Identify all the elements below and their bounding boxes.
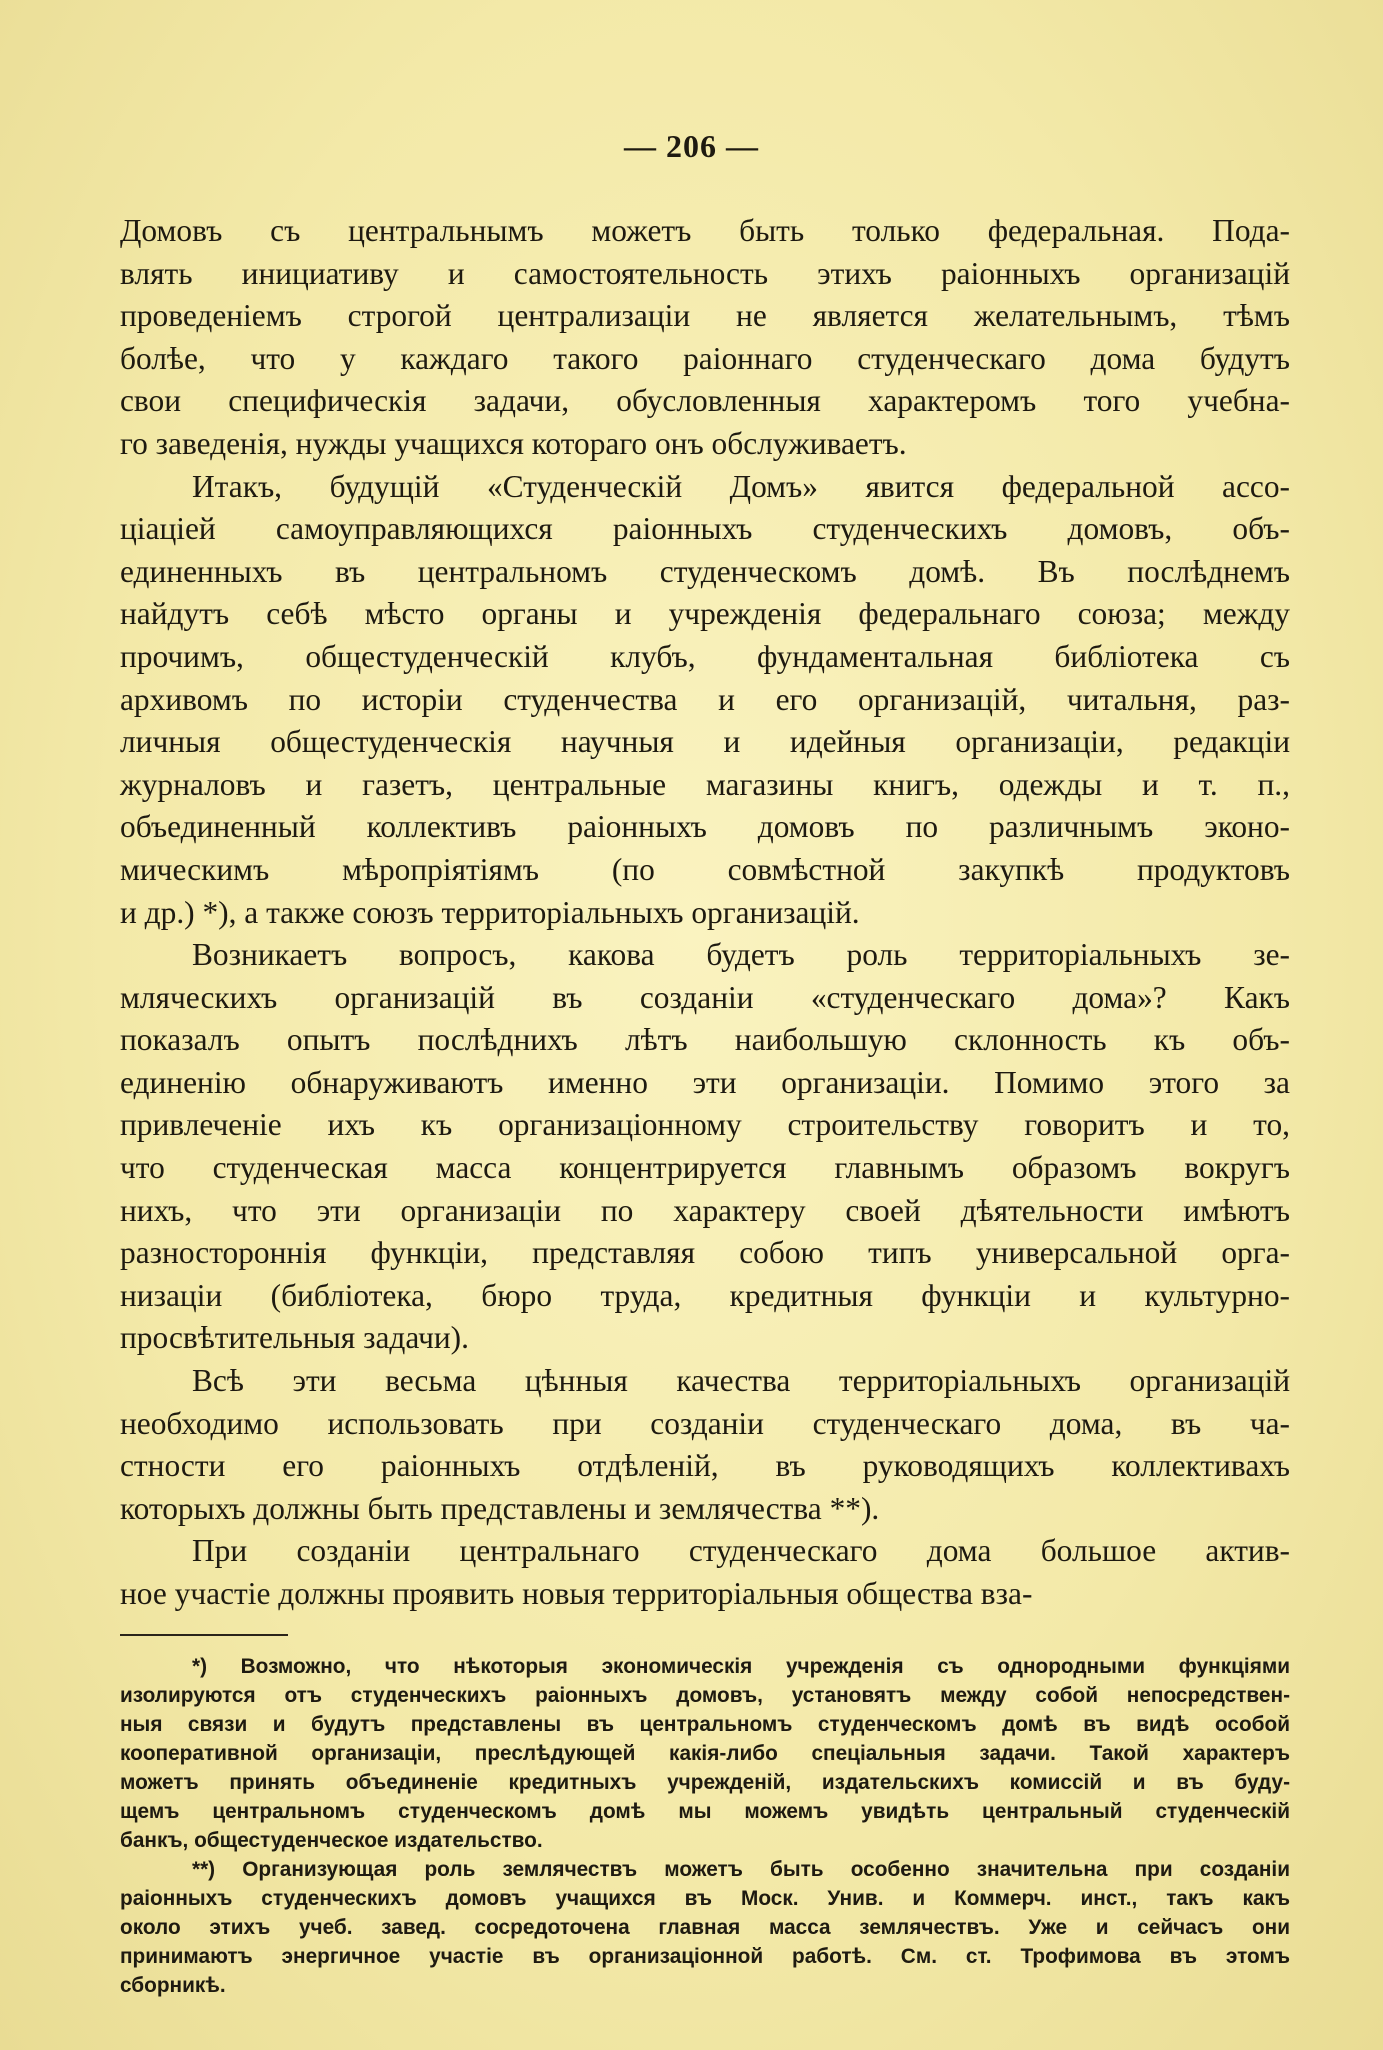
footnote-line: кооперативной организаціи, преслѣдующей какія-либо спеціальныя задачи. Такой характеръ [120,1742,1290,1765]
text-line: ное участіе должны проявить новыя территоріальныя общества вза- [120,1576,1033,1611]
body-text [120,210,1290,1616]
text-line: личныя общестуденческія научныя и идейныя организаціи, редакціи [120,724,1290,760]
paragraph [120,1360,1290,1530]
text-line: и др.) *), а также союзъ территоріальныхъ организацій. [120,894,860,930]
text-line: низаціи (библіотека, бюро труда, кредитныя функціи и культурно- [120,1277,1290,1313]
paragraph [120,934,1290,1360]
text-line: единенію обнаруживаютъ именно эти организаціи. Помимо этого за [120,1064,1290,1100]
text-line: показалъ опытъ послѣднихъ лѣтъ наибольшую склонность къ объ- [120,1022,1290,1058]
text-line: просвѣтительныя задачи). [120,1320,469,1356]
footnote-line: ныя связи и будутъ представлены въ центральномъ студенческомъ домѣ въ видѣ особой [120,1713,1290,1736]
text-line: разностороннія функціи, представляя собою типъ универсальной орга- [120,1235,1290,1271]
footnote [120,1652,1290,1855]
footnotes [120,1652,1290,2000]
footnote-line: сборникѣ. [120,1974,226,1997]
text-line: архивомъ по исторіи студенчества и его организацій, читальня, раз- [120,681,1290,717]
text-line: Возникаетъ вопросъ, какова будетъ роль территоріальныхъ зе- [192,937,1290,973]
text-line: влять инициативу и самостоятельность этихъ раіонныхъ организацій [120,255,1290,291]
text-line: нихъ, что эти организаціи по характеру своей дѣятельности имѣютъ [120,1192,1290,1228]
footnote-line: можетъ принять объединеніе кредитныхъ учрежденій, издательскихъ комиссій и въ буду- [120,1771,1290,1794]
text-line: объединенный коллективъ раіонныхъ домовъ по различнымъ эконо- [120,809,1290,845]
text-line: прочимъ, общестуденческій клубъ, фундаментальная библіотека съ [120,638,1290,674]
text-line: необходимо использовать при созданіи студенческаго дома, въ ча- [120,1405,1290,1441]
text-line: болѣе, что у каждаго такого раіоннаго студенческаго дома будутъ [120,340,1290,376]
footnote-separator [120,1634,288,1636]
page-number: — 206 — [624,128,759,164]
footnote-line: банкъ, общестуденческое издательство. [120,1829,543,1852]
footnote-line: изолируются отъ студенческихъ раіонныхъ домовъ, установятъ между собой непосредствен- [120,1684,1290,1707]
text-line: Итакъ, будущій «Студенческій Домъ» явится федеральной ассо- [192,468,1290,504]
text-line: При созданіи центральнаго студенческаго дома большое актив- [192,1533,1290,1569]
footnote-line: принимаютъ энергичное участіе въ организаціонной работѣ. См. ст. Трофимова въ этомъ [120,1945,1290,1968]
footnote-line: *) Возможно, что нѣкоторыя экономическія учрежденія съ однородными функціями [192,1655,1290,1678]
text-line: го заведенія, нужды учащихся котораго онъ обслуживаетъ. [120,425,907,461]
footnote-line: около этихъ учеб. завед. сосредоточена главная масса землячествъ. Уже и сейчасъ они [120,1916,1290,1939]
text-line: ціаціей самоуправляющихся раіонныхъ студенческихъ домовъ, объ- [120,511,1290,547]
text-line: единенныхъ въ центральномъ студенческомъ домѣ. Въ послѣднемъ [120,553,1290,589]
text-line: которыхъ должны быть представлены и землячества **). [120,1490,880,1526]
text-line: мическимъ мѣропріятіямъ (по совмѣстной закупкѣ продуктовъ [120,851,1290,887]
paragraph [120,210,1290,466]
paragraph [120,466,1290,935]
text-line: Домовъ съ центральнымъ можетъ быть только федеральная. Пода- [120,213,1290,248]
text-line: проведеніемъ строгой централизаціи не является желательнымъ, тѣмъ [120,298,1290,334]
text-line: привлеченіе ихъ къ организаціонному строительству говоритъ и то, [120,1107,1290,1143]
text-line: найдутъ себѣ мѣсто органы и учрежденія федеральнаго союза; между [120,596,1290,632]
footnote-line: щемъ центральномъ студенческомъ домѣ мы можемъ увидѣть центральный студенческій [120,1800,1290,1823]
paragraph [120,1530,1290,1615]
footnote [120,1855,1290,2000]
text-line: Всѣ эти весьма цѣнныя качества территоріальныхъ организацій [192,1363,1290,1399]
text-line: что студенческая масса концентрируется главнымъ образомъ вокругъ [120,1150,1290,1186]
text-line: стности его раіонныхъ отдѣленій, въ руководящихъ коллективахъ [120,1448,1290,1484]
text-line: свои специфическія задачи, обусловленныя характеромъ того учебна- [120,383,1290,419]
text-line: мляческихъ организацій въ созданіи «студенческаго дома»? Какъ [120,979,1290,1015]
footnote-line: **) Организующая роль землячествъ можетъ быть особенно значительна при созданіи [192,1858,1290,1881]
footnote-line: раіонныхъ студенческихъ домовъ учащихся въ Моск. Унив. и Коммерч. инст., такъ какъ [120,1887,1290,1910]
text-line: журналовъ и газетъ, центральные магазины книгъ, одежды и т. п., [120,766,1290,802]
